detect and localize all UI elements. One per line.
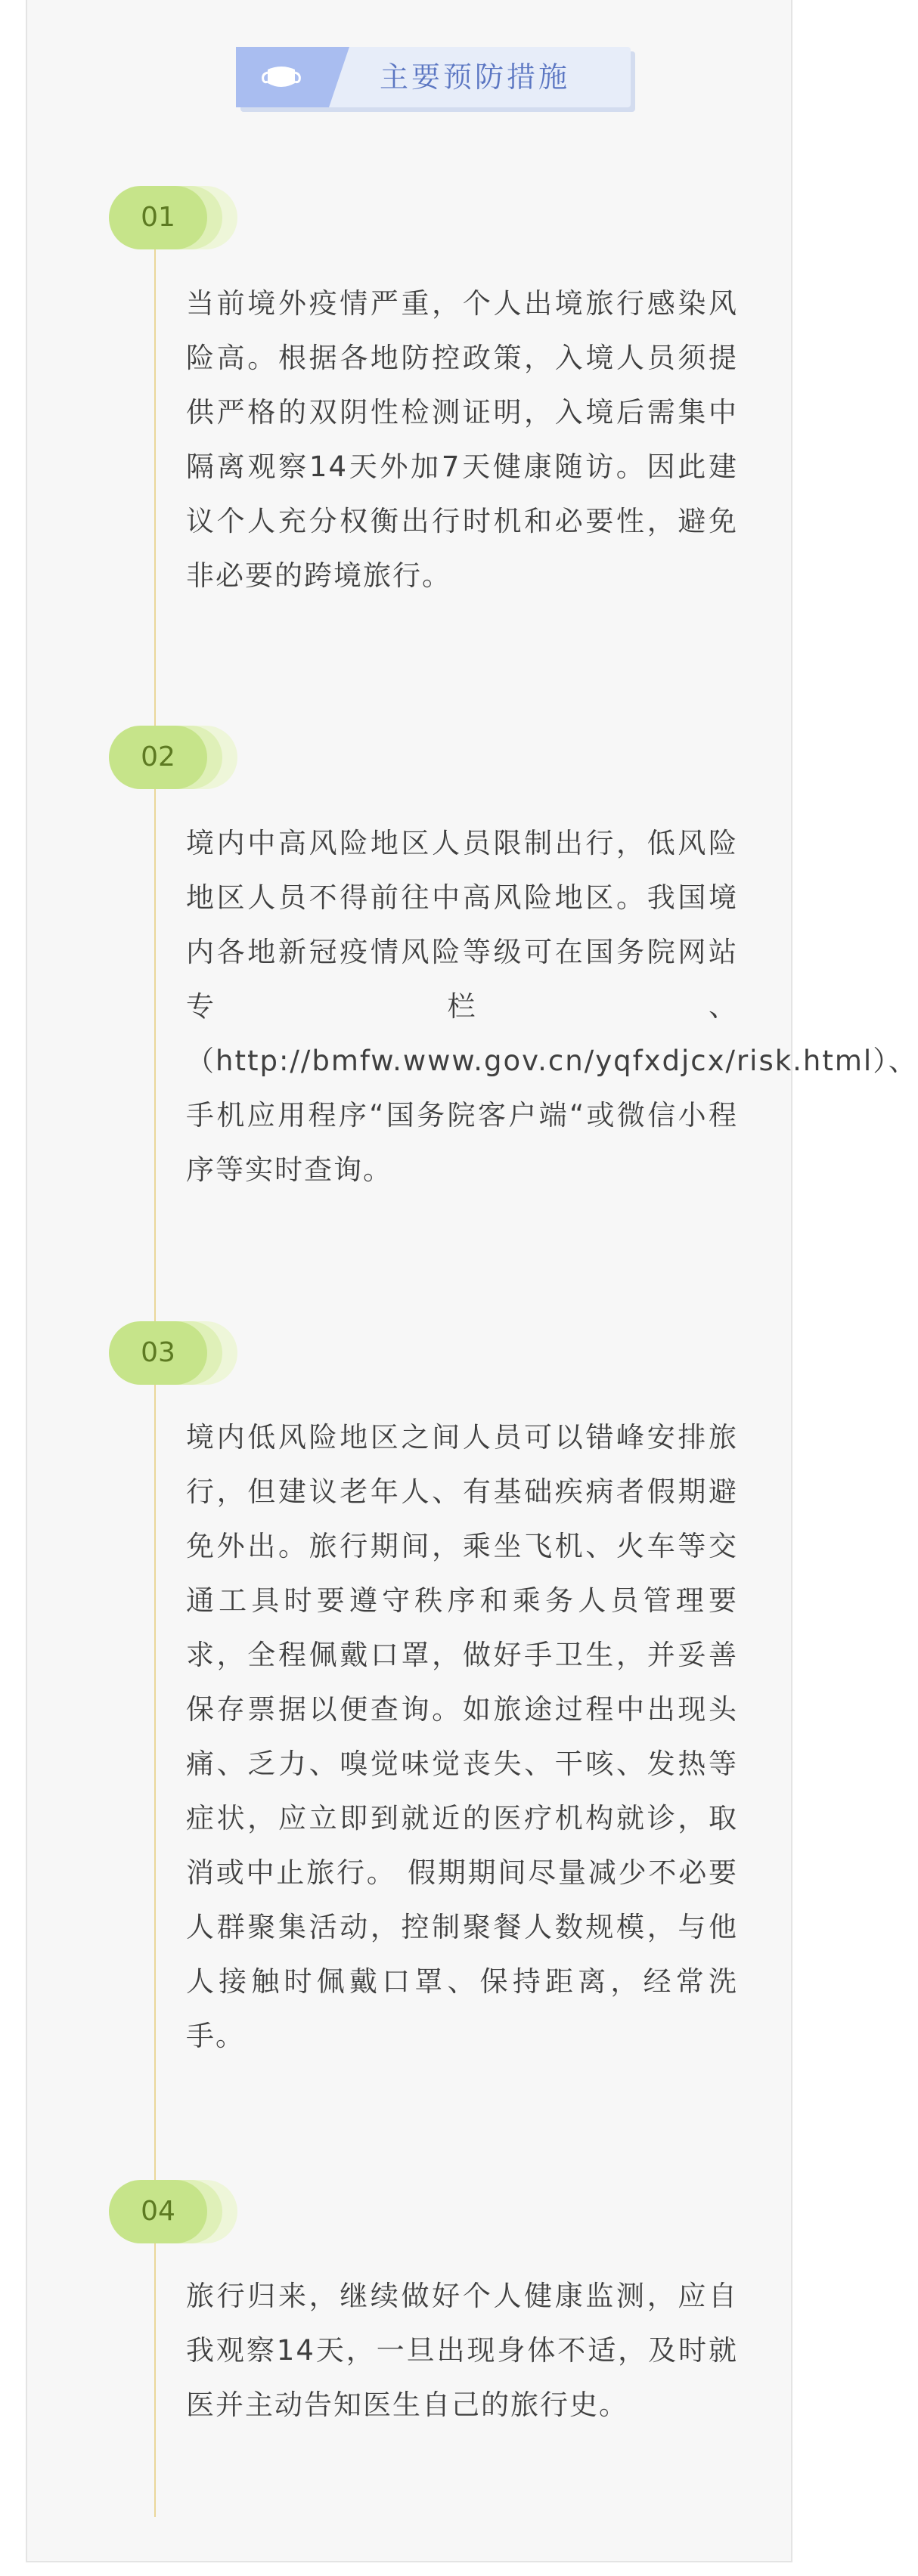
step-text-02: 境内中高风险地区人员限制出行，低风险地区人员不得前往中高风险地区。我国境内各地新冠疫情风险等级可在国务院网站专栏、（http://bmfw.www.gov.cn/yqfxdjcx/risk.html）、手机应用程序“国务院客户端“或微信小程序等实时查询。 [186, 827, 918, 1186]
section-header [236, 47, 635, 112]
header-pill [236, 47, 631, 107]
step-number: 04 [141, 2196, 175, 2227]
step-number: 01 [141, 202, 175, 233]
mask-icon [260, 63, 302, 91]
step-tab-02 [109, 726, 237, 789]
step-number: 02 [141, 742, 175, 772]
step-text-04: 旅行归来，继续做好个人健康监测，应自我观察14天，一旦出现身体不适，及时就医并主动告知医生自己的旅行史。 [186, 2280, 738, 2421]
step-tab-01 [109, 186, 237, 249]
step-tab-04 [109, 2180, 237, 2243]
content-card [26, 0, 918, 2562]
step-text-03: 境内低风险地区之间人员可以错峰安排旅行，但建议老年人、有基础疾病者假期避免外出。旅行期间，乘坐飞机、火车等交通工具时要遵守秩序和乘务人员管理要求，全程佩戴口罩，做好手卫生，并妥善保存票据以便查询。如旅途过程中出现头痛、乏力、嗅觉味觉丧失、干咳、发热等症状，应立即到就近的医疗机构就诊，取消或中止旅行。 假期期间尽量减少不必要人群聚集活动，控制聚餐人数规模，与他人接触时佩戴口罩、保持距离，经常洗手。 [186, 1421, 738, 2052]
step-text-01: 当前境外疫情严重，个人出境旅行感染风险高。根据各地防控政策，入境人员须提供严格的双阴性检测证明，入境后需集中隔离观察14天外加7天健康随访。因此建议个人充分权衡出行时机和必要性，避免非必要的跨境旅行。 [186, 287, 738, 592]
step-tab-03 [109, 1321, 237, 1385]
header-title: 主要预防措施 [380, 60, 571, 94]
step-number: 03 [141, 1337, 175, 1368]
